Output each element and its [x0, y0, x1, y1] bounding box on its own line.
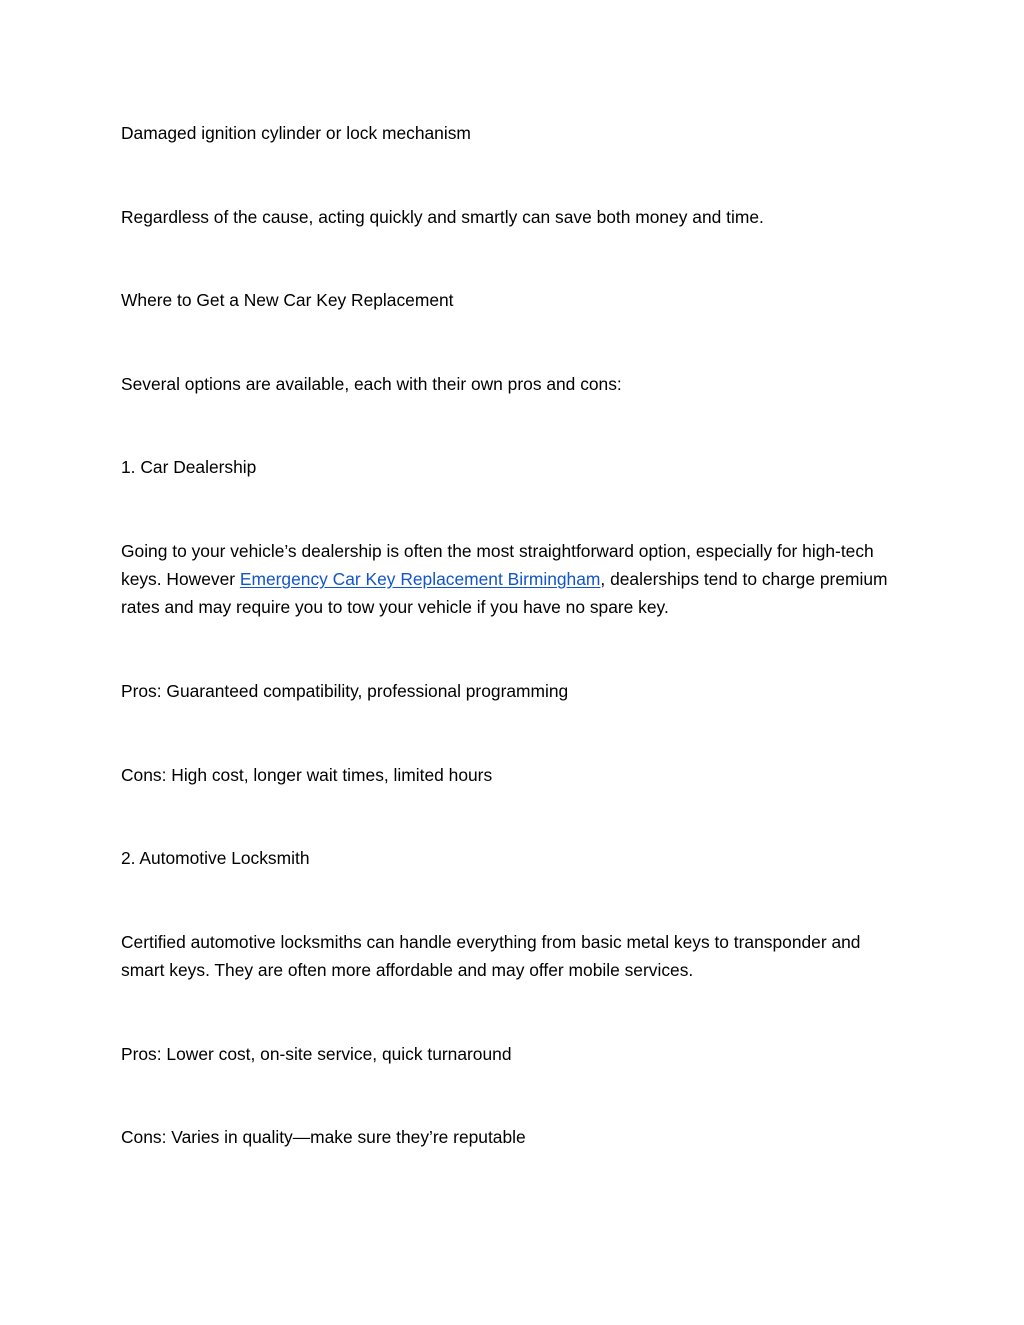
paragraph-damaged-ignition: Damaged ignition cylinder or lock mechanism	[121, 123, 471, 143]
paragraph-several-options: Several options are available, each with their own pros and cons:	[121, 374, 622, 394]
paragraph-locksmith-pros: Pros: Lower cost, on-site service, quick turnaround	[121, 1044, 512, 1064]
paragraph-dealership-description	[121, 537, 891, 621]
heading-car-dealership: 1. Car Dealership	[121, 457, 257, 477]
emergency-car-key-replacement-link[interactable]: Emergency Car Key Replacement Birmingham	[239, 569, 601, 589]
paragraph-locksmith-description: Certified automotive locksmiths can handle everything from basic metal keys to transponder and smart keys. They are often more affordable and may offer mobile services.	[121, 932, 861, 980]
dealership-text-after-link: , dealerships tend to charge premium rates and may require you to tow your vehicle if you have no spare key.	[121, 569, 888, 617]
paragraph-dealership-cons: Cons: High cost, longer wait times, limited hours	[121, 765, 493, 785]
paragraph-regardless-cause: Regardless of the cause, acting quickly and smartly can save both money and time.	[121, 207, 764, 227]
paragraph-locksmith-cons: Cons: Varies in quality—make sure they’re reputable	[121, 1127, 526, 1147]
heading-where-to-get-replacement: Where to Get a New Car Key Replacement	[121, 290, 454, 310]
paragraph-dealership-pros: Pros: Guaranteed compatibility, professional programming	[121, 681, 569, 701]
dealership-text-before-link: Going to your vehicle’s dealership is often the most straightforward option, especially for high-tech keys. However	[121, 541, 874, 589]
heading-automotive-locksmith: 2. Automotive Locksmith	[121, 848, 310, 868]
